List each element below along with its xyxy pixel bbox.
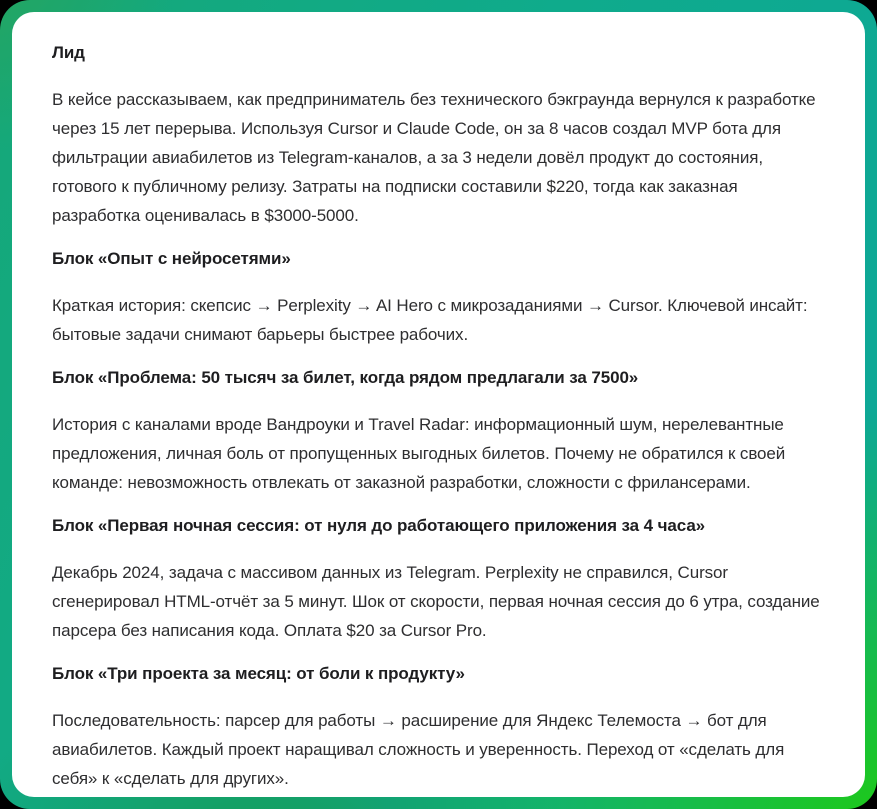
- section-heading-problem: Блок «Проблема: 50 тысяч за билет, когда рядом предлагали за 7500»: [52, 368, 639, 387]
- document-body: [52, 38, 825, 793]
- section-paragraph-problem: История с каналами вроде Вандроуки и Travel Radar: информационный шум, нерелевантные предложения, личная боль от пропущенных выгодных билетов. Почему не обратился к своей команде: невозможность отвлекать от заказной разработки, сложности с фрилансерами.: [52, 415, 786, 492]
- section-heading-neural-experience: Блок «Опыт с нейросетями»: [52, 249, 291, 268]
- section-paragraph-lead: В кейсе рассказываем, как предприниматель без технического бэкграунда вернулся к разработке через 15 лет перерыва. Используя Cursor и Claude Code, он за 8 часов создал MVP бота для фильтрации авиабилетов из Telegram-каналов, а за 3 недели довёл продукт до состояния, готового к публичному релизу. Затраты на подписки составили $220, тогда как заказная разработка оценивалась в $3000-5000.: [52, 90, 816, 225]
- section-heading-lead: Лид: [52, 43, 85, 62]
- section-heading-first-night-session: Блок «Первая ночная сессия: от нуля до работающего приложения за 4 часа»: [52, 516, 706, 535]
- document-card: [12, 12, 865, 797]
- section-paragraph-neural-experience: Краткая история: скепсис → Perplexity → AI Hero с микрозаданиями → Cursor. Ключевой инсайт: бытовые задачи снимают барьеры быстрее рабочих.: [52, 296, 808, 344]
- section-paragraph-three-projects: Последовательность: парсер для работы → расширение для Яндекс Телемоста → бот для авиабилетов. Каждый проект наращивал сложность и уверенность. Переход от «сделать для себя» к «сделать для других».: [52, 711, 785, 788]
- section-heading-three-projects: Блок «Три проекта за месяц: от боли к продукту»: [52, 664, 465, 683]
- section-paragraph-first-night-session: Декабрь 2024, задача с массивом данных из Telegram. Perplexity не справился, Cursor сгенерировал HTML-отчёт за 5 минут. Шок от скорости, первая ночная сессия до 6 утра, создание парсера без написания кода. Оплата $20 за Cursor Pro.: [52, 563, 820, 640]
